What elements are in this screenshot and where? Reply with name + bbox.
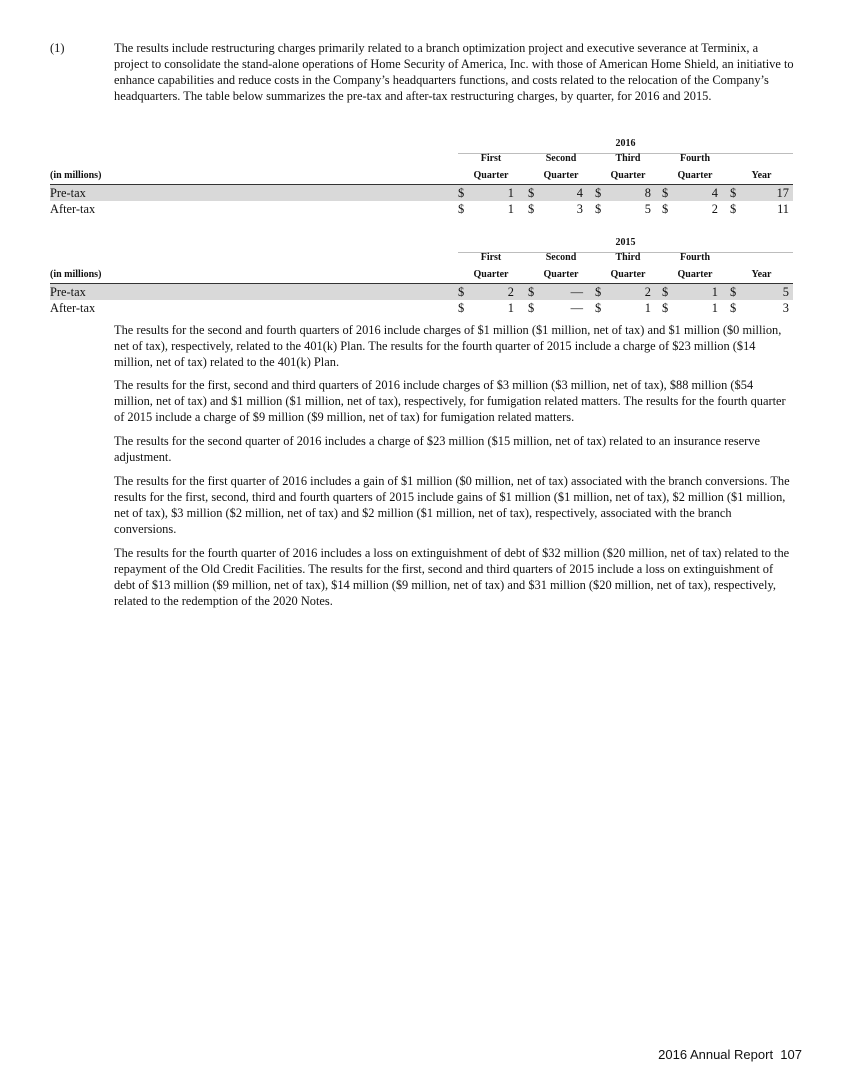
cell-value: 11 (777, 202, 789, 216)
col-header-line1: Second (545, 252, 577, 263)
cell-value: 1 (507, 186, 514, 200)
col-header-line1: First (480, 252, 502, 263)
col-header-line1: Fourth (680, 153, 710, 164)
col-header-line2: Quarter (458, 170, 524, 185)
currency-symbol: $ (662, 285, 669, 299)
col-header-line2: Year (730, 269, 793, 284)
currency-symbol: $ (458, 285, 465, 299)
cell-value: — (570, 285, 583, 299)
currency-symbol: $ (528, 186, 535, 200)
col-header-line1: Second (545, 153, 577, 164)
currency-symbol: $ (528, 202, 535, 216)
currency-symbol: $ (730, 301, 737, 315)
table-row-aftertax (50, 300, 793, 316)
currency-symbol: $ (458, 202, 465, 216)
col-header-line1: First (480, 153, 502, 164)
page-footer (658, 1047, 802, 1063)
paragraph-insurance: The results for the second quarter of 2016 includes a charge of $23 million ($15 million, net of tax) related to an insurance reserve adjustment. (114, 434, 760, 464)
currency-symbol: $ (730, 202, 737, 216)
cell-value: 1 (507, 202, 514, 216)
currency-symbol: $ (528, 301, 535, 315)
col-header-line2: Quarter (595, 269, 661, 284)
unit-label: (in millions) (50, 269, 102, 280)
table-row-pretax (50, 284, 793, 300)
cell-value: 5 (782, 285, 789, 299)
col-header-line1: Third (615, 252, 641, 263)
cell-value: 1 (644, 301, 651, 315)
paragraph-401k: The results for the second and fourth quarters of 2016 include charges of $1 million ($1 million, net of tax) and $1 million ($0 million, net of tax), respectively, related to the 401(k) Plan. The results for the fourth quarter of 2015 include a charge of $23 million ($14 million, net of tax) related to the 401(k) Plan. (114, 323, 782, 369)
cell-value: 17 (776, 186, 789, 200)
currency-symbol: $ (528, 285, 535, 299)
currency-symbol: $ (730, 186, 737, 200)
footnote-1 (50, 40, 795, 104)
col-header-line2: Quarter (595, 170, 661, 185)
col-header-line2: Quarter (458, 269, 524, 284)
footer-label: 2016 Annual Report (658, 1047, 774, 1062)
currency-symbol: $ (662, 202, 669, 216)
restructuring-table-2016 (50, 138, 793, 218)
page-number: 107 (780, 1047, 802, 1062)
row-label: After-tax (50, 202, 96, 216)
currency-symbol: $ (595, 301, 602, 315)
table-row-pretax (50, 185, 793, 201)
col-header-line2: Quarter (662, 170, 728, 185)
cell-value: 2 (711, 202, 718, 216)
cell-value: 4 (711, 186, 718, 200)
cell-value: 3 (576, 202, 583, 216)
cell-value: 4 (576, 186, 583, 200)
currency-symbol: $ (662, 301, 669, 315)
table-year-header: 2015 (458, 237, 793, 253)
currency-symbol: $ (458, 301, 465, 315)
cell-value: — (570, 301, 583, 315)
currency-symbol: $ (595, 202, 602, 216)
cell-value: 8 (644, 186, 651, 200)
cell-value: 1 (711, 301, 718, 315)
currency-symbol: $ (458, 186, 465, 200)
col-header-line2: Year (730, 170, 793, 185)
footnote-number: (1) (50, 41, 65, 55)
row-label: Pre-tax (50, 186, 86, 200)
cell-value: 1 (507, 301, 514, 315)
cell-value: 3 (782, 301, 789, 315)
table-row-aftertax (50, 201, 793, 217)
table-year-header: 2016 (458, 138, 793, 154)
col-header-line1: Fourth (680, 252, 710, 263)
unit-label: (in millions) (50, 170, 102, 181)
row-label: Pre-tax (50, 285, 86, 299)
currency-symbol: $ (662, 186, 669, 200)
paragraph-debt-extinguishment: The results for the fourth quarter of 2016 includes a loss on extinguishment of debt of $32 million ($20 million, net of tax) related to the repayment of the Old Credit Facilities. The results for the first, second and third quarters of 2015 include a loss on extinguishment of debt of $13 million ($9 million, net of tax), $14 million ($9 million, net of tax) and $31 million ($20 million, net of tax), respectively, related to the redemption of the 2020 Notes. (114, 546, 790, 608)
cell-value: 5 (644, 202, 651, 216)
paragraph-branch-conversions: The results for the first quarter of 2016 includes a gain of $1 million ($0 million, net of tax) associated with the branch conversions. The results for the first, second, third and fourth quarters of 2015 include gains of $1 million ($1 million, net of tax), $2 million ($1 million, net of tax), $3 million ($2 million, net of tax) and $2 million ($1 million, net of tax), respectively, associated with the branch conversions. (114, 474, 790, 536)
currency-symbol: $ (730, 285, 737, 299)
col-header-line2: Quarter (528, 269, 594, 284)
cell-value: 1 (711, 285, 718, 299)
cell-value: 2 (644, 285, 651, 299)
paragraph-fumigation: The results for the first, second and third quarters of 2016 include charges of $3 million ($3 million, net of tax), $88 million ($54 million, net of tax) and $1 million ($1 million, net of tax), respectively, for fumigation related matters. The results for the fourth quarter of 2015 include a charge of $9 million ($9 million, net of tax) for fumigation related matters. (114, 378, 786, 424)
cell-value: 2 (507, 285, 514, 299)
restructuring-table-2015 (50, 237, 793, 317)
currency-symbol: $ (595, 186, 602, 200)
col-header-line2: Quarter (528, 170, 594, 185)
footnote-text: The results include restructuring charges primarily related to a branch optimization project and executive severance at Terminix, a project to consolidate the stand-alone operations of Home Security of America, Inc. with those of American Home Shield, an initiative to enhance capabilities and reduce costs in the Company’s headquarters functions, and costs related to the relocation of the Company’s headquarters. The table below summarizes the pre-tax and after-tax restructuring charges, by quarter, for 2016 and 2015. (114, 41, 794, 103)
row-label: After-tax (50, 301, 96, 315)
currency-symbol: $ (595, 285, 602, 299)
col-header-line1: Third (615, 153, 641, 164)
col-header-line2: Quarter (662, 269, 728, 284)
